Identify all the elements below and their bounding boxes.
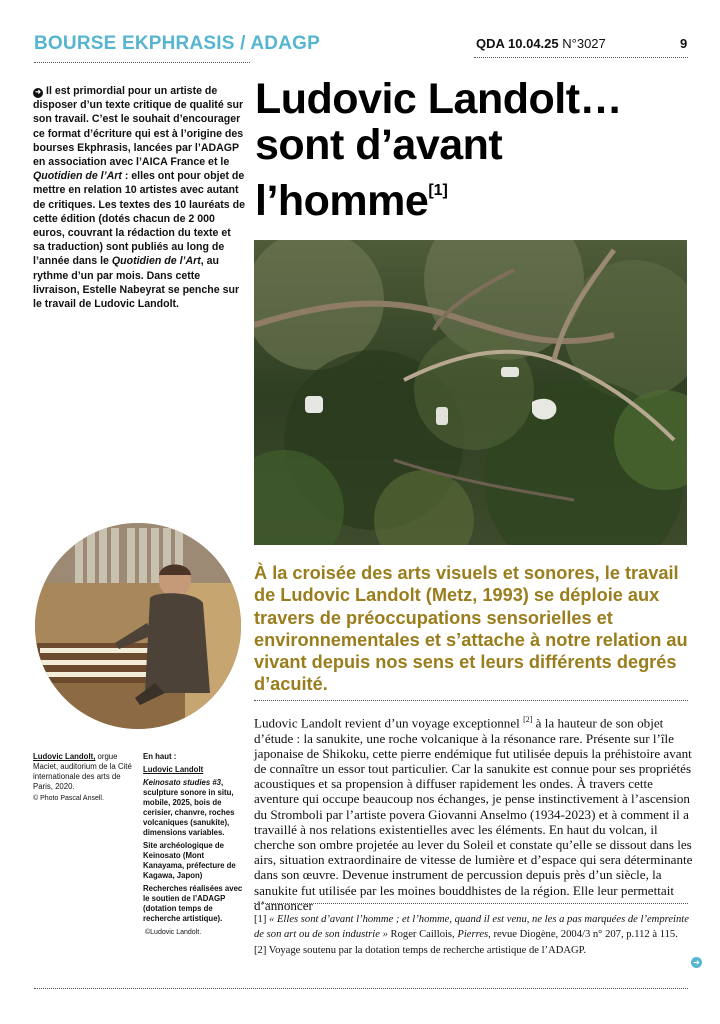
intro-text: : elles ont pour objet de mettre en relation 10 artistes avec autant de critiques. Les textes des 10 lauréats de cette édition (dotés chacun de 2 000 euros, couvrant la rédaction du texte et sa traduction) sont publiés au long de l’année dans le bbox=[33, 170, 245, 268]
footnote-quote: « Elles sont d’avant l’homme ; et l’homme, quand il est venu, ne les a pas marquées de l’empreinte de son art ou de son industrie » bbox=[254, 914, 689, 940]
section-title: BOURSE EKPHRASIS / ADAGP bbox=[34, 33, 320, 54]
caption-work-desc bbox=[143, 778, 247, 838]
headline-line: Ludovic Landolt… bbox=[255, 75, 623, 123]
caption-work-materials: , sculpture sonore in situ, mobile, 2025, bois de cerisier, chanvre, roches volcaniques (sanukite), dimensions variables. bbox=[143, 778, 235, 837]
footnote-2: [2] Voyage soutenu par la dotation temps de recherche artistique de l’ADAGP. bbox=[254, 945, 587, 957]
headline bbox=[255, 76, 695, 224]
issue-number: N°3027 bbox=[562, 36, 606, 51]
page-number: 9 bbox=[680, 36, 688, 51]
body-text-part: à la hauteur de son objet d’étude : la sanukite, une roche volcanique à la résonance rare. Présente sur l’île japonaise de Shikoku, cette pierre endémique fut utilisée depuis la préhistoire avant de connaître un essor tout particulier. Car la sanukite est connue pour ses propriétés acoustiques et sa propension à diffuser rapidement les ondes. À travers cette aventure qui occupe beaucoup nos échanges, je pense instinctivement à l’ascension du Stromboli par l’artiste povera Giovanni Anselmo (1934-2023) et à comment il a travaillé à nos relations existentielles avec les éléments. En haut du volcan, il cherche son ombre projetée au lever du Soleil et constate qu’elle se dissout dans les airs, situation extraordinaire de vitesse de lumière et d’espace qui sera déterminante dans son œuvre. Devenue instrument de percussion depuis près d’un siècle, la sanukite fut utilisée par les moines bouddhistes de la région. Elle leur permettait d’annoncer bbox=[254, 715, 693, 913]
caption-name: Ludovic Landolt, bbox=[33, 752, 96, 761]
footnote-ref: [1] bbox=[428, 182, 448, 199]
footnote-number: [1] bbox=[254, 914, 270, 925]
caption-artist: Ludovic Landolt bbox=[143, 765, 204, 774]
issue-info bbox=[476, 36, 606, 51]
header-rule bbox=[34, 62, 250, 63]
headline-line: l’homme bbox=[255, 177, 429, 225]
artwork-caption bbox=[143, 752, 247, 938]
footer-rule bbox=[34, 988, 688, 989]
intro-text: Il est primordial pour un artiste de disposer d’un texte critique de qualité sur son travail. C’est le souhait d’encourager ce format d’écriture qui est à l’origine des bourses Ekphrasis, lancées par l’ADAGP en association avec l’AICA France et le bbox=[33, 85, 244, 169]
artwork-photo bbox=[254, 240, 687, 545]
portrait-caption bbox=[33, 752, 135, 804]
body-text-part: Ludovic Landolt revient d’un voyage exceptionnel bbox=[254, 715, 524, 731]
lead-paragraph: À la croisée des arts visuels et sonores, le travail de Ludovic Landolt (Metz, 1993) se déploie aux travers de préoccupations sensorielles et environnementales et s’attache à notre relation au vivant depuis nos sens et leurs différents degrés d’acuité. bbox=[254, 563, 688, 695]
footnotes bbox=[254, 913, 694, 961]
footnote-text: , revue Diogène, 2004/3 n° 207, p.112 à 115. bbox=[488, 928, 678, 940]
footnote-1 bbox=[254, 913, 694, 942]
headline-line: sont d’avant bbox=[255, 121, 503, 169]
footnote-ref: [2] bbox=[523, 715, 533, 724]
body-text bbox=[254, 712, 694, 913]
footnote-text: Roger Caillois, bbox=[387, 928, 458, 940]
issue-date: QDA 10.04.25 bbox=[476, 36, 559, 51]
caption-text: orgue Maciet, auditorium de la Cité internationale des arts de Paris, 2020. bbox=[33, 752, 132, 791]
caption-site: Site archéologique de Keinosato (Mont Kanayama, préfecture de Kagawa, Japon) bbox=[143, 841, 236, 880]
header-rule-right bbox=[474, 57, 688, 58]
intro-italic: Quotidien de l’Art bbox=[111, 255, 201, 268]
artwork-credit: ©Ludovic Landolt. bbox=[145, 929, 202, 936]
intro-italic: Quotidien de l’Art bbox=[33, 170, 122, 183]
next-page-arrow-icon[interactable]: ➜ bbox=[691, 957, 702, 968]
caption-support: Recherches réalisées avec le soutien de l’ADAGP (dotation temps de recherche artistique). bbox=[143, 884, 243, 923]
intro-text: , au rythme d’un par mois. Dans cette livraison, Estelle Nabeyrat se penche sur le travail de Ludovic Landolt. bbox=[33, 255, 240, 311]
notes-rule bbox=[254, 903, 688, 904]
artist-portrait-photo bbox=[35, 523, 241, 729]
intro-paragraph bbox=[33, 84, 245, 311]
lead-rule bbox=[254, 700, 688, 701]
right-arrow-icon: ➜ bbox=[33, 88, 43, 98]
caption-label: En haut : bbox=[143, 752, 177, 761]
footnote-book: Pierres bbox=[457, 928, 489, 940]
photo-credit: © Photo Pascal Ansell. bbox=[33, 795, 104, 802]
caption-work-title: Keinosato studies #3 bbox=[143, 778, 221, 787]
